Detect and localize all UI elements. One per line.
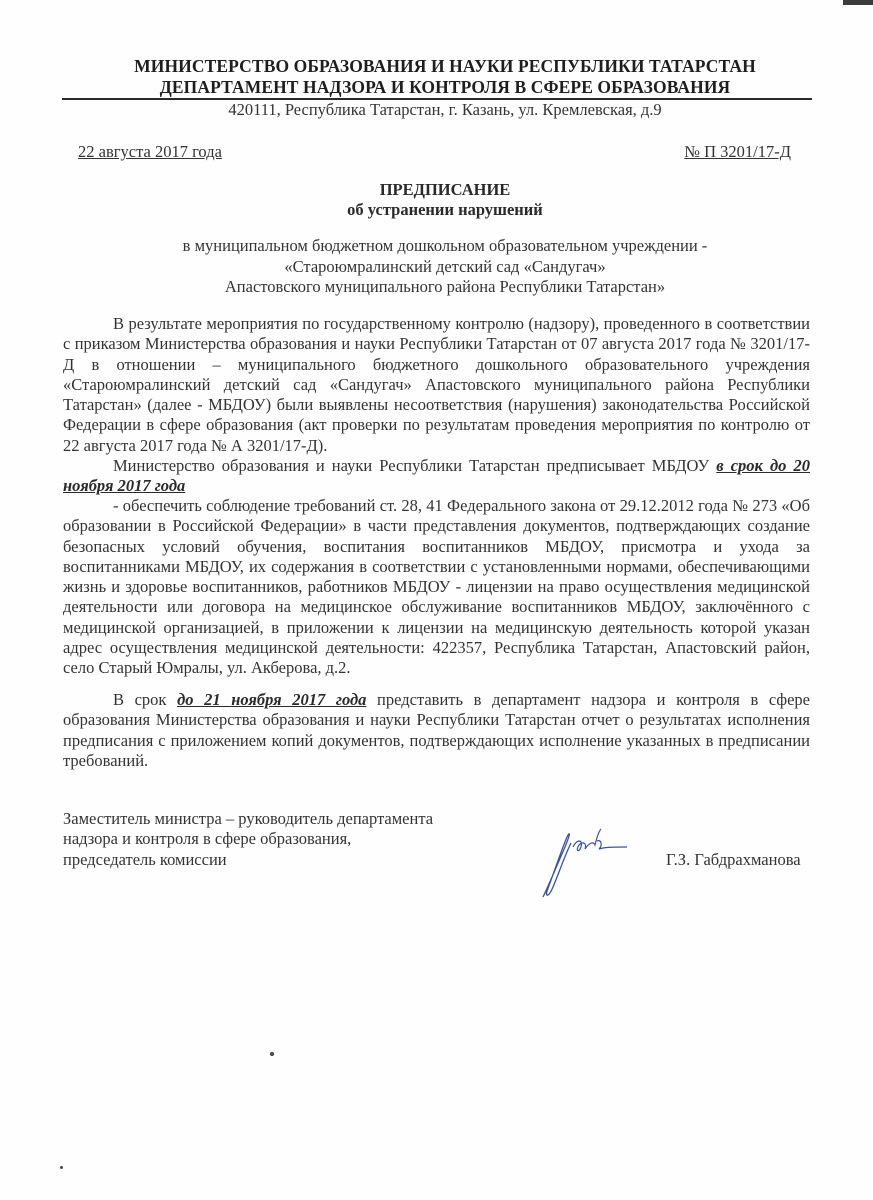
position-line: председатель комиссии: [63, 849, 227, 869]
document-subtitle: об устранении нарушений: [347, 200, 543, 219]
paragraph-requirements: - обеспечить соблюдение требований ст. 28, 41 Федерального закона от 29.12.2012 года № 273 «Об образовании в Российской Федерации» в части представления документов, подтверждающих создание безопасных условий обучения, воспитания воспитанников МБДОУ, присмотра и ухода за воспитанниками МБДОУ, их содержания в соответствии с установленными нормами, обеспечивающими жизнь и здоровье воспитанников, работников МБДОУ - лицензии на право осуществления медицинской деятельности или договора на медицинское обслуживание воспитанников МБДОУ, заключённого с медицинской организацией, в приложении к лицензии на медицинскую деятельность которой указан адрес осуществления медицинской деятельности: 422357, Республика Татарстан, Апастовский район, село Старый Юмралы, ул. Акберова, д.2.: [63, 496, 810, 678]
signature-stroke: [573, 829, 627, 851]
letterhead-address: 420111, Республика Татарстан, г. Казань, ул. Кремлевская, д.9: [228, 100, 662, 119]
order-text: Министерство образования и науки Республики Татарстан предписывает МБДОУ: [113, 456, 717, 475]
signatory-name: Г.З. Габдрахманова: [666, 850, 801, 869]
handwritten-signature: [535, 825, 635, 900]
scan-edge-mark: [843, 0, 873, 5]
report-text-prefix: В срок: [113, 690, 178, 709]
document-title: ПРЕДПИСАНИЕ: [379, 180, 511, 199]
institution-line: Апастовского муниципального района Республики Татарстан»: [224, 277, 666, 296]
paragraph-order: [63, 456, 810, 497]
signature-stroke: [543, 834, 571, 897]
paragraph-findings: В результате мероприятия по государственному контролю (надзору), проведенного в соответствии с приказом Министерства образования и науки Республики Татарстан от 07 августа 2017 года № 3201/17-Д в отношении – муниципального бюджетного дошкольного образовательного учреждения «Староюмралинский детский сад «Сандугач» Апастовского муниципального района Республики Татарстан» (далее - МБДОУ) были выявлены несоответствия (нарушения) законодательства Российской Федерации в сфере образования (акт проверки по результатам проведения мероприятия по контролю от 22 августа 2017 года № А 3201/17-Д).: [63, 314, 810, 455]
department-name: ДЕПАРТАМЕНТ НАДЗОРА И КОНТРОЛЯ В СФЕРЕ ОБРАЗОВАНИЯ: [159, 77, 731, 97]
report-text: представить в департамент надзора и контроля в сфере образования Министерства образования и науки Республики Татарстан отчет о результатах исполнения предписания с приложением копий документов, подтверждающих исполнение указанных в предписании требований.: [63, 690, 810, 770]
order-deadline: в срок до 20 ноября 2017 года: [63, 456, 810, 496]
signatory-position: [63, 809, 433, 870]
institution-line: «Староюмралинский детский сад «Сандугач»: [284, 256, 606, 276]
paragraph-report: [63, 690, 810, 771]
institution-block: [100, 236, 790, 298]
document-number: № П 3201/17-Д: [684, 142, 791, 161]
document-date: 22 августа 2017 года: [78, 142, 222, 161]
position-line: надзора и контроля в сфере образования,: [63, 829, 352, 849]
letterhead: [100, 56, 790, 98]
scan-speck: [270, 1052, 274, 1056]
institution-line: в муниципальном бюджетном дошкольном образовательном учреждении -: [182, 236, 708, 255]
report-deadline: до 21 ноября 2017 года: [177, 690, 367, 709]
position-line: Заместитель министра – руководитель департамента: [63, 809, 434, 828]
scan-speck: [60, 1166, 63, 1169]
ministry-name: МИНИСТЕРСТВО ОБРАЗОВАНИЯ И НАУКИ РЕСПУБЛИКИ ТАТАРСТАН: [134, 56, 756, 76]
